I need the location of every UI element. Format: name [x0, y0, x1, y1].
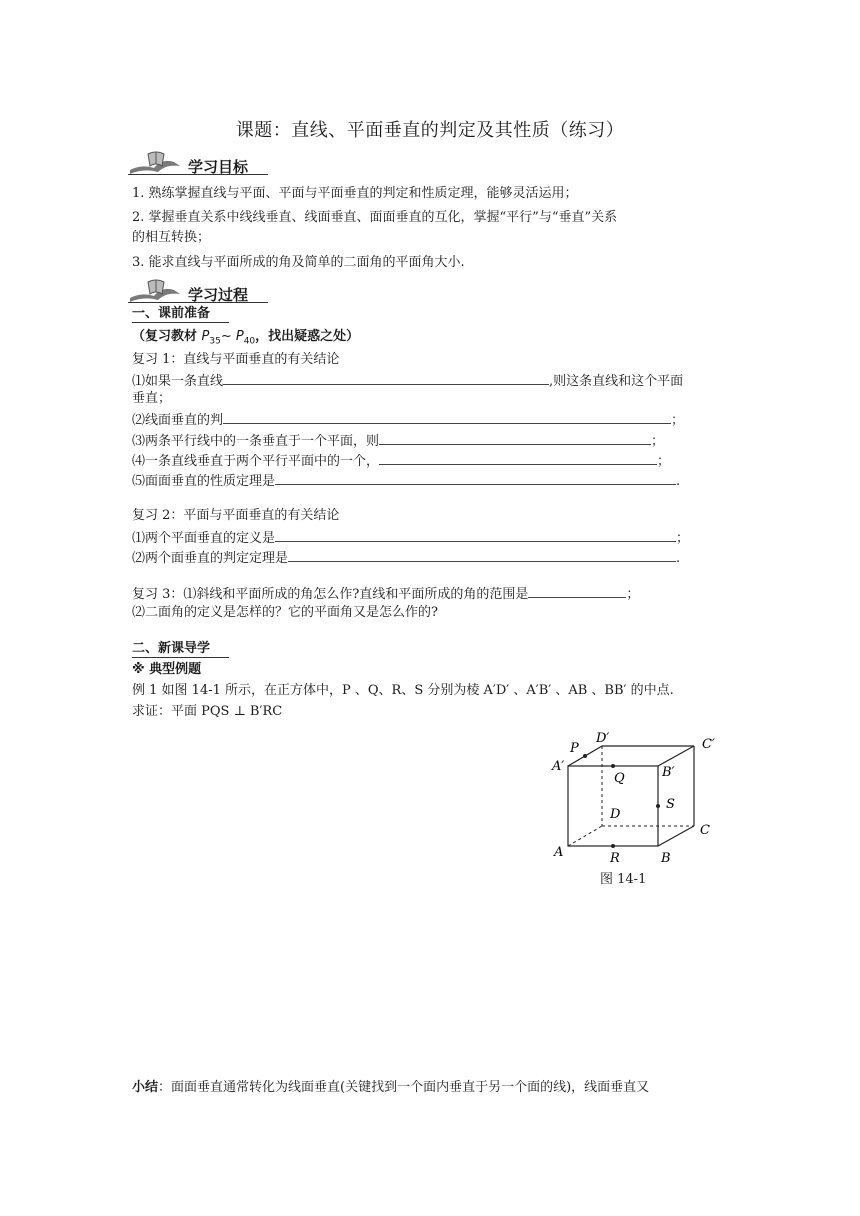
- review1-item-4: ⑷一条直线垂直于两个平行平面中的一个， ；: [132, 451, 670, 471]
- label-Q: Q: [614, 771, 625, 786]
- label-B-prime: B′: [662, 765, 675, 780]
- label-C: C: [700, 823, 710, 838]
- goals-header: [128, 148, 268, 176]
- typical-examples-heading: ※ 典型例题: [132, 662, 202, 677]
- goal-item-3: 3. 能求直线与平面所成的角及简单的二面角的平面角大小.: [132, 255, 465, 270]
- answer-blank[interactable]: [379, 431, 651, 445]
- process-header: [128, 276, 268, 304]
- part1-note: （复习教材 $P_{35}\sim$ $P_{40}$，找出疑惑之处）: [132, 329, 360, 347]
- summary-line: [132, 1079, 649, 1097]
- label-D: D: [610, 807, 621, 822]
- part2-title: 二、新课导学: [132, 641, 211, 656]
- example1-line1: 例 1 如图 14-1 所示，在正方体中，P 、Q、R、S 分别为棱 A′D′ 、A′B′ 、AB 、BB′ 的中点.: [132, 683, 674, 698]
- book-icon: [128, 148, 184, 176]
- point-R: [611, 844, 615, 848]
- label-A-prime: A′: [552, 759, 565, 774]
- goal-item-1: 1. 熟练掌握直线与平面、平面与平面垂直的判定和性质定理，能够灵活运用；: [132, 186, 578, 201]
- review1-item-5: ⑸面面垂直的性质定理是 .: [132, 471, 680, 491]
- review1-item-1-cont: 垂直；: [132, 391, 172, 406]
- cube-edge-top-right: [658, 746, 694, 766]
- example1-line2: 求证：平面 PQS ⊥ B′RC: [132, 704, 283, 719]
- goal-item-2: 2. 掌握垂直关系中线线垂直、线面垂直、面面垂直的互化，掌握“平行”与“垂直”关系: [132, 210, 618, 225]
- part2-underline: [132, 657, 229, 658]
- cube-hidden-edge: [568, 826, 602, 846]
- cube-figure: [548, 726, 728, 866]
- cube-front-face: [568, 766, 658, 846]
- summary-text: ：面面垂直通常转化为线面垂直(关键找到一个面内垂直于另一个面的线)，线面垂直又: [158, 1080, 650, 1095]
- review2-item-1: ⑴两个平面垂直的定义是 ；: [132, 528, 689, 548]
- answer-blank[interactable]: [528, 584, 626, 598]
- book-icon: [128, 276, 184, 304]
- answer-blank[interactable]: [288, 548, 676, 562]
- label-B: B: [661, 851, 671, 866]
- point-S: [656, 804, 660, 808]
- review2-item-2: ⑵两个面垂直的判定定理是 .: [132, 548, 680, 568]
- goal-item-2-cont: 的相互转换；: [132, 230, 211, 245]
- process-heading: 学习过程: [188, 286, 249, 304]
- figure-caption: 图 14-1: [600, 872, 647, 887]
- label-P: P: [570, 741, 579, 756]
- point-Q: [611, 764, 615, 768]
- label-D-prime: D′: [596, 731, 610, 746]
- label-C-prime: C′: [702, 737, 715, 752]
- review1-title: 复习 1：直线与平面垂直的有关结论: [132, 352, 340, 367]
- review1-item-3: ⑶两条平行线中的一条垂直于一个平面，则 ；: [132, 431, 664, 451]
- review1-item-2: ⑵线面垂直的判 ；: [132, 410, 684, 430]
- label-A: A: [554, 845, 564, 860]
- review3-item-1: 复习 3：⑴斜线和平面所成的角怎么作?直线和平面所成的角的范围是 ；: [132, 584, 639, 604]
- answer-blank[interactable]: [275, 471, 676, 485]
- review2-title: 复习 2：平面与平面垂直的有关结论: [132, 508, 340, 523]
- answer-blank[interactable]: [379, 451, 657, 465]
- answer-blank[interactable]: [275, 528, 676, 542]
- answer-blank[interactable]: [223, 410, 671, 424]
- summary-label: 小结: [132, 1080, 159, 1095]
- page-title: 课题：直线、平面垂直的判定及其性质（练习）: [235, 120, 625, 141]
- cube-edge-bottom-right: [658, 826, 694, 846]
- goals-heading: 学习目标: [188, 158, 249, 176]
- review1-item-1: ⑴如果一条直线 ,则这条直线和这个平面: [132, 371, 683, 391]
- point-P: [583, 754, 587, 758]
- review3-item-2: ⑵二面角的定义是怎样的？它的平面角又是怎么作的?: [132, 605, 438, 620]
- part1-title: 一、课前准备: [132, 306, 211, 321]
- answer-blank[interactable]: [223, 371, 549, 385]
- label-S: S: [666, 797, 675, 812]
- label-R: R: [610, 851, 620, 866]
- part1-underline: [132, 322, 229, 323]
